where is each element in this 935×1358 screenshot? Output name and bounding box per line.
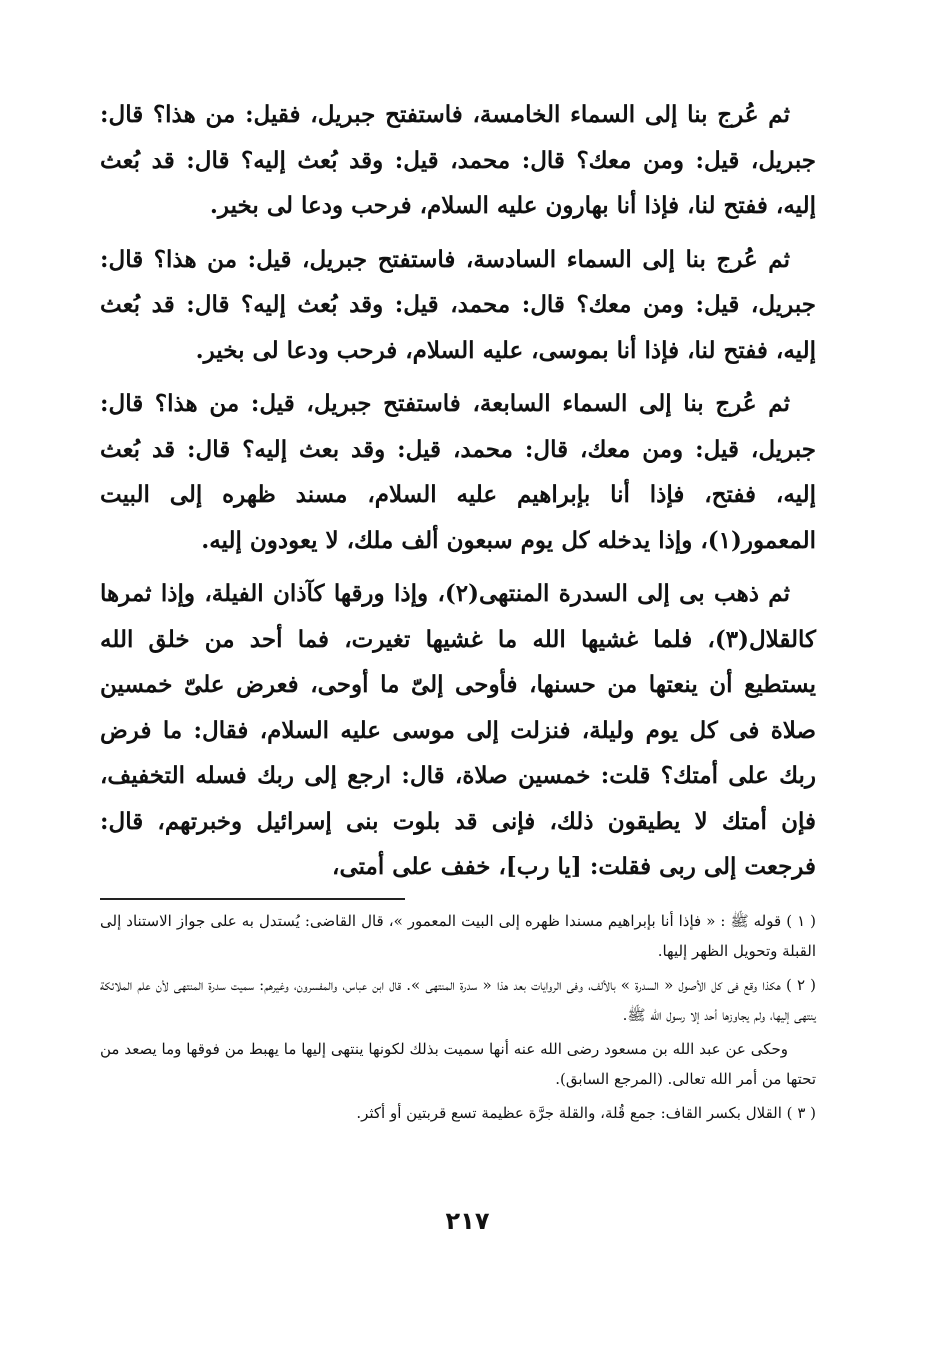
paragraph-seventh-heaven: ثم عُرج بنا إلى السماء السابعة، فاستفتح جبريل، قيل: من هذا؟ قال: جبريل، قيل: ومن معك، قال: محمد، قيل: وقد بعث إليه؟ قال: قد بُعث إليه، ففتح، فإذا أنا بإبراهيم عليه السلام، مسند ظهره إلى البيت المعمور(١)، وإذا يدخله كل يوم سبعون ألف ملك، لا يعودون إليه. [100, 390, 816, 554]
page-number: ٢١٧ [445, 1207, 490, 1235]
footnote-2: ( ٢ ) هكذا وقع فى كل الأصول « السدرة » بالألف، وفى الروايات بعد هذا « سدرة المنتهى ». قال ابن عباس، والمفسرون، وغيرهم: سميت سدرة المنتهى لأن علم الملائكة ينتهى إليها، ولم يجاوزها أحد إلا رسول الله ﷺ. [100, 975, 816, 1024]
footnote-divider [100, 898, 405, 900]
paragraph-fifth-heaven: ثم عُرج بنا إلى السماء الخامسة، فاستفتح جبريل، فقيل: من هذا؟ قال: جبريل، قيل: ومن معك؟ قال: محمد، قيل: وقد بُعث إليه؟ قال: قد بُعث إليه، ففتح لنا، فإذا أنا بهارون عليه السلام، فرحب ودعا لى بخير. [100, 101, 816, 219]
footnote-2-continuation: وحكى عن عبد الله بن مسعود رضى الله عنه أنها سميت بذلك لكونها ينتهى إليها ما يهبط من فوقها وما يصعد من تحتها من أمر الله تعالى. (المرجع السابق). [100, 1039, 816, 1088]
paragraph-sidrat-al-muntaha: ثم ذهب بى إلى السدرة المنتهى(٢)، وإذا ورقها كآذان الفيلة، وإذا ثمرها كالقلال(٣)، فلما غشيها الله ما غشيها تغيرت، فما أحد من خلق الله يستطيع أن ينعتها من حسنها، فأوحى إلىّ ما أوحى، فعرض علىّ خمسين صلاة فى كل يوم وليلة، فنزلت إلى موسى عليه السلام، فقال: ما فرض ربك على أمتك؟ قلت: خمسين صلاة، قال: ارجع إلى ربك فسله التخفيف، فإن أمتك لا يطيقون ذلك، فإنى قد بلوت بنى إسرائيل وخبرتهم، قال: فرجعت إلى ربى فقلت: [يا رب]، خفف على أمتى، [100, 580, 816, 880]
footnote-3: ( ٣ ) القلال بكسر القاف: جمع قُلة، والقلة جرَّة عظيمة تسع قربتين أو أكثر. [356, 1103, 816, 1122]
paragraph-sixth-heaven: ثم عُرج بنا إلى السماء السادسة، فاستفتح جبريل، قيل: من هذا؟ قال: جبريل، قيل: ومن معك؟ قال: محمد، قيل: وقد بُعث إليه؟ قال: قد بُعث إليه، ففتح لنا، فإذا أنا بموسى، عليه السلام، فرحب ودعا لى بخير. [100, 245, 816, 364]
page-body [100, 92, 816, 1272]
footnote-1: ( ١ ) قوله ﷺ : « فإذا أنا بإبراهيم مسندا ظهره إلى البيت المعمور »، قال القاضى: يُستدل به على جواز الاستناد إلى القبلة وتحويل الظهر إليها. [100, 911, 816, 960]
